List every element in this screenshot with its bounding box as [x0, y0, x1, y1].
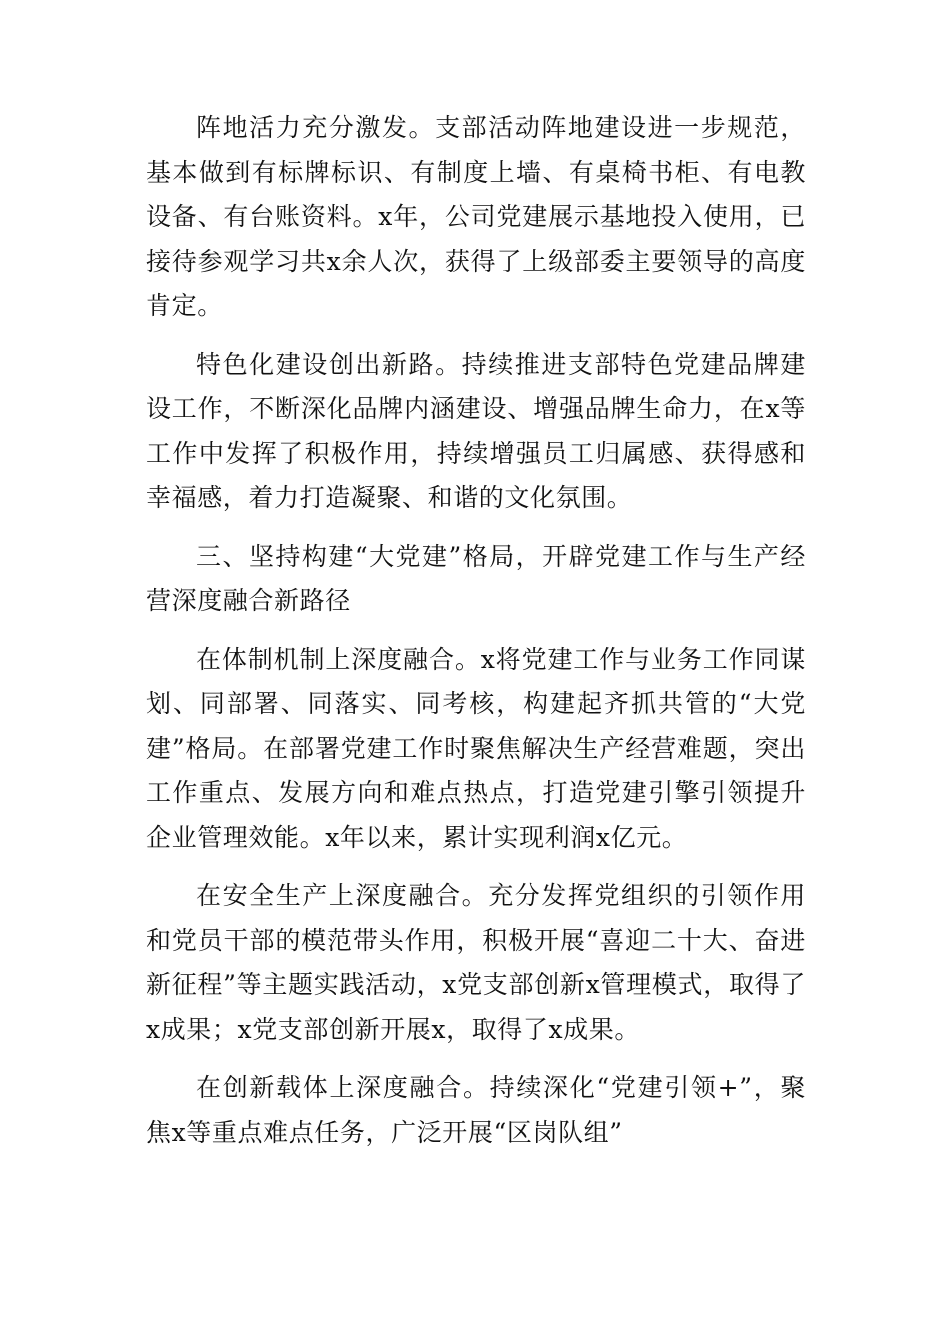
paragraph-position-vitality: 阵地活力充分激发。支部活动阵地建设进一步规范，基本做到有标牌标识、有制度上墙、有桌椅书柜、有电教设备、有台账资料。x年，公司党建展示基地投入使用，已接待参观学习共x余人次，获得了上级部委主要领导的高度肯定。 [146, 113, 806, 320]
paragraph-institutional-integration: 在体制机制上深度融合。x将党建工作与业务工作同谋划、同部署、同落实、同考核，构建起齐抓共管的“大党建”格局。在部署党建工作时聚焦解决生产经营难题，突出工作重点、发展方向和难点热点，打造党建引擎引领提升企业管理效能。x年以来，累计实现利润x亿元。 [146, 644, 806, 852]
paragraph-safety-integration: 在安全生产上深度融合。充分发挥党组织的引领作用和党员干部的模范带头作用，积极开展“喜迎二十大、奋进新征程”等主题实践活动，x党支部创新x管理模式，取得了x成果；x党支部创新开展x，取得了x成果。 [146, 881, 806, 1044]
section-heading-three: 三、坚持构建“大党建”格局，开辟党建工作与生产经营深度融合新路径 [146, 541, 806, 615]
paragraph-featured-construction: 特色化建设创出新路。持续推进支部特色党建品牌建设工作，不断深化品牌内涵建设、增强品牌生命力，在x等工作中发挥了积极作用，持续增强员工归属感、获得感和幸福感，着力打造凝聚、和谐的文化氛围。 [146, 349, 806, 512]
paragraph-innovation-integration: 在创新载体上深度融合。持续深化“党建引领+”，聚焦x等重点难点任务，广泛开展“区岗队组” [146, 1073, 806, 1147]
document-body [146, 106, 806, 1169]
